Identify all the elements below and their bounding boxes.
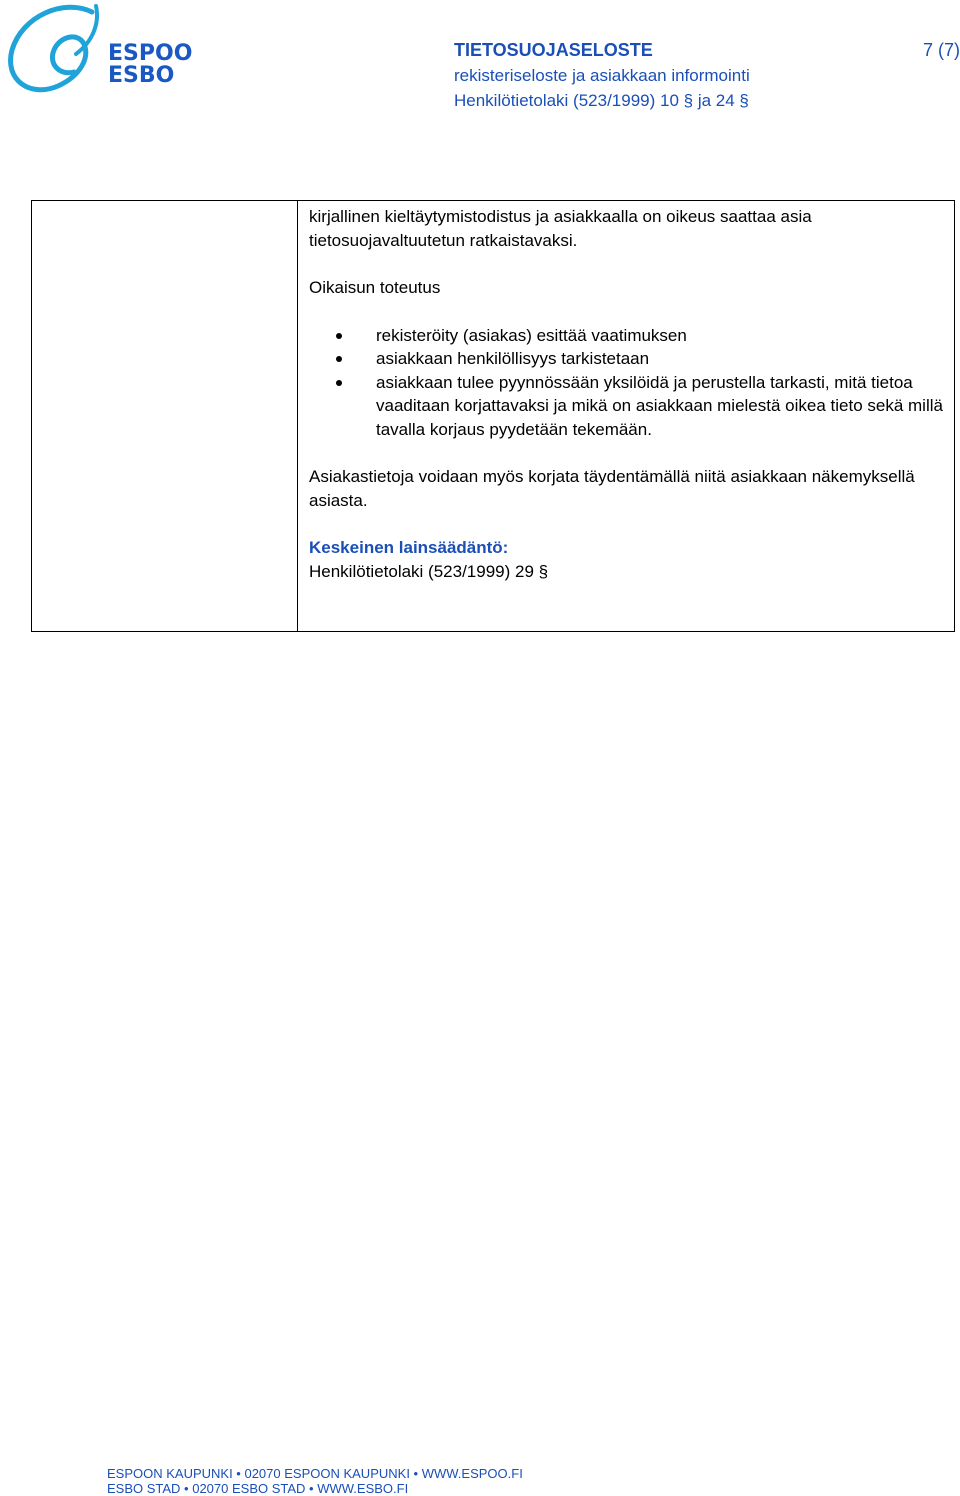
closing-paragraph: Asiakastietoja voidaan myös korjata täydentämällä niitä asiakkaan näkemyksellä asiasta. [309, 467, 915, 510]
logo-text-espoo: ESPOO [108, 41, 193, 66]
document-title: TIETOSUOJASELOSTE [454, 40, 653, 60]
document-subtitle: rekisteriseloste ja asiakkaan informointi [454, 66, 750, 85]
text-column [309, 201, 949, 583]
footer-line-fi: ESPOON KAUPUNKI • 02070 ESPOON KAUPUNKI • WWW.ESPOO.FI [107, 1466, 523, 1481]
label-column [32, 201, 298, 631]
bullet-list [309, 324, 949, 442]
logo-text-esbo: ESBO [108, 63, 175, 88]
law-reference: Henkilötietolaki (523/1999) 10 § ja 24 § [454, 91, 749, 110]
list-item: asiakkaan tulee pyynnössään yksilöidä ja perustella tarkasti, mitä tietoa vaaditaan korjattavaksi ja mikä on asiakkaan mielestä oikea tieto sekä millä tavalla korjaus pyydetään tekemään. [309, 371, 949, 442]
page-footer [107, 1466, 523, 1496]
section-heading: Oikaisun toteutus [309, 278, 441, 297]
list-item: asiakkaan henkilöllisyys tarkistetaan [309, 347, 949, 371]
document-header [454, 38, 960, 113]
list-item: rekisteröity (asiakas) esittää vaatimuksen [309, 324, 949, 348]
content-table [31, 200, 955, 632]
espoo-logo [4, 2, 200, 98]
law-text: Henkilötietolaki (523/1999) 29 § [309, 561, 549, 581]
page-number: 7 (7) [922, 40, 960, 60]
footer-line-sv: ESBO STAD • 02070 ESBO STAD • WWW.ESBO.FI [107, 1481, 409, 1496]
law-heading: Keskeinen lainsäädäntö: [309, 538, 509, 557]
intro-paragraph: kirjallinen kieltäytymistodistus ja asiakkaalla on oikeus saattaa asia tietosuojavaltuutetun ratkaistavaksi. [309, 207, 812, 250]
